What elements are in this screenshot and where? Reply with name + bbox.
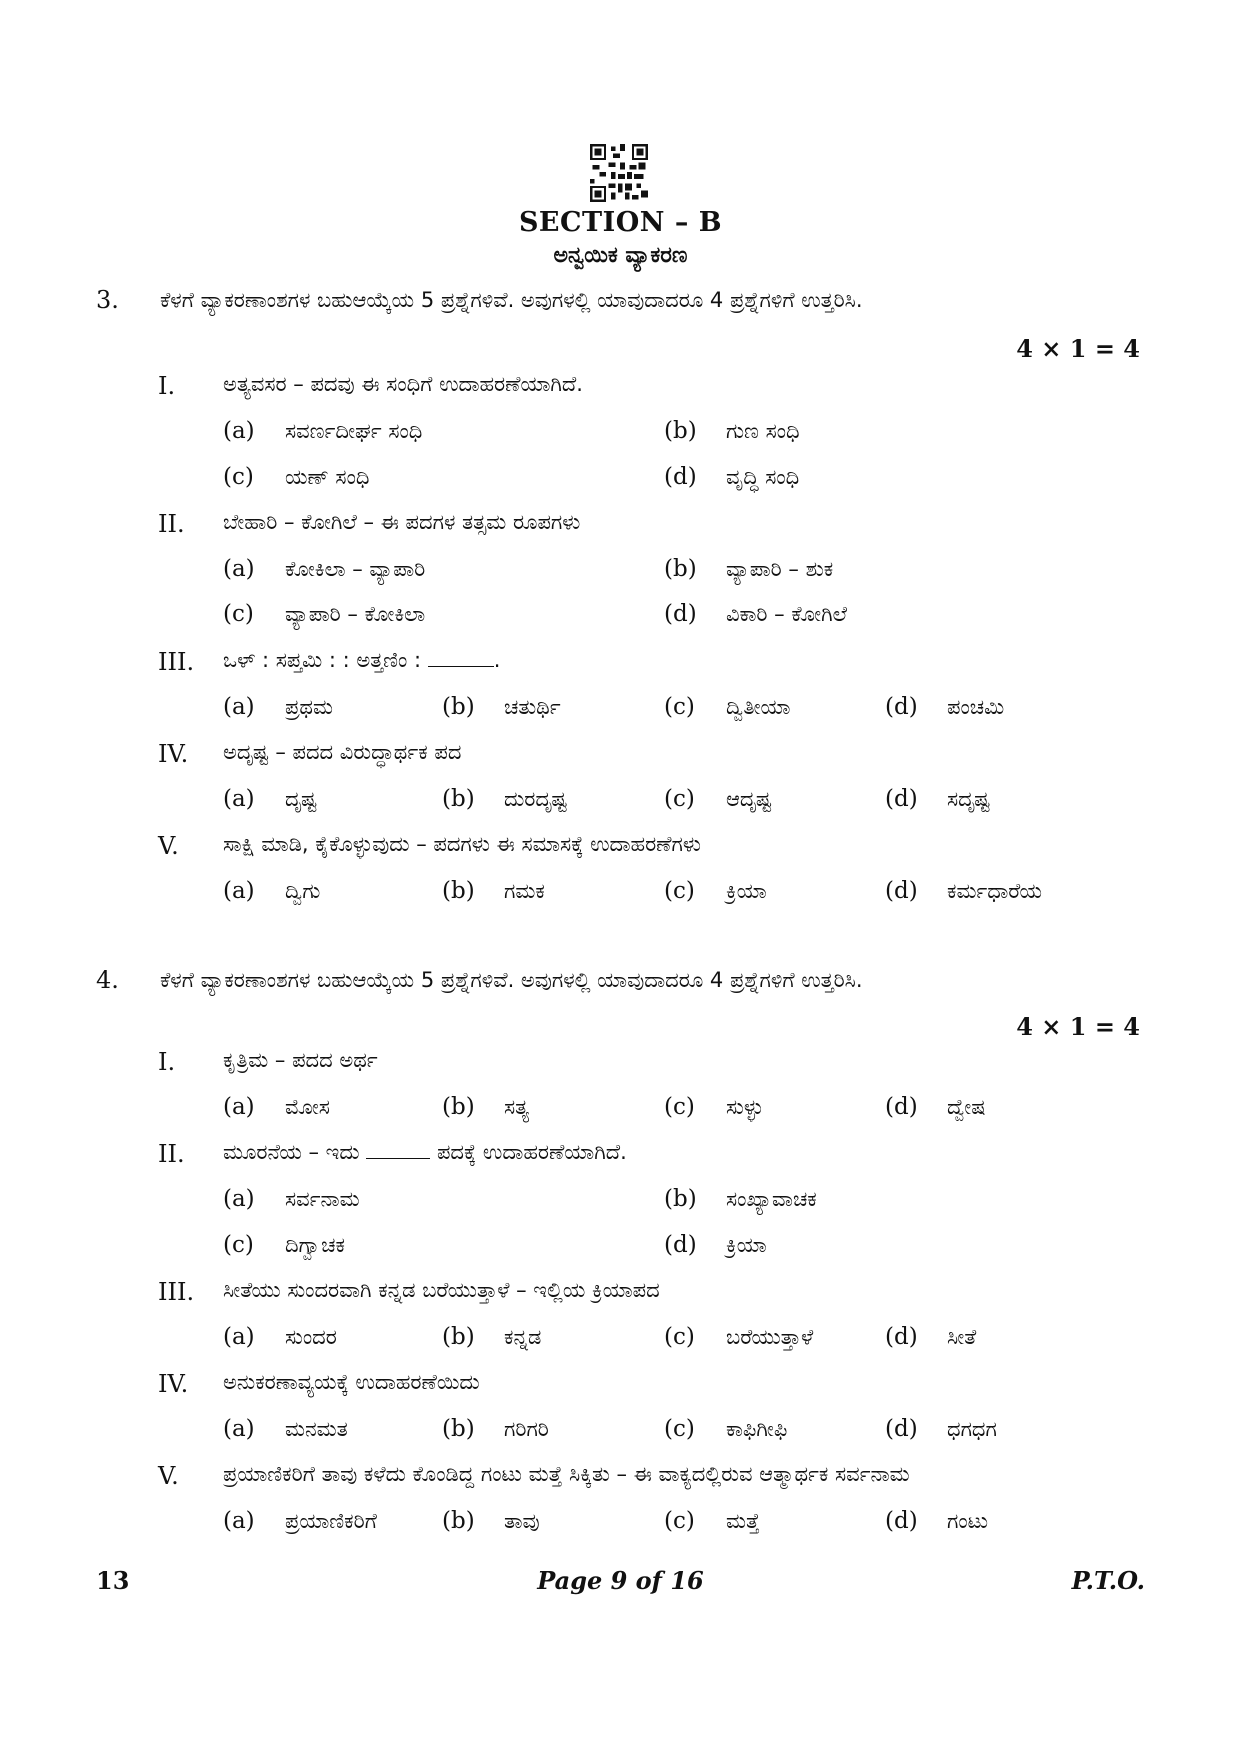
subquestion-number: IV. [158, 1370, 189, 1398]
option-label: (d) [664, 464, 697, 490]
option-label: (c) [223, 601, 254, 627]
option-a[interactable] [223, 418, 422, 444]
option-b[interactable] [442, 694, 561, 720]
option-label: (d) [885, 1508, 918, 1534]
subquestion-number: V. [158, 1462, 179, 1490]
option-d[interactable] [885, 694, 1004, 720]
option-d[interactable] [664, 464, 799, 490]
option-text: ವಿಕಾರಿ – ಕೋಗಿಲೆ [726, 602, 848, 626]
option-a[interactable] [223, 1324, 337, 1350]
option-label: (b) [442, 1324, 475, 1350]
option-text: ಸರ್ವನಾಮ [285, 1187, 360, 1211]
option-label: (b) [442, 1094, 475, 1120]
option-b[interactable] [664, 556, 833, 582]
subquestion-number: IV. [158, 740, 189, 768]
option-label: (b) [442, 1508, 475, 1534]
option-text: ದ್ವೇಷ [947, 1095, 986, 1119]
option-c[interactable] [664, 1416, 787, 1442]
subquestion-number: I. [158, 1048, 176, 1076]
option-b[interactable] [664, 1186, 817, 1212]
question-instruction: ಕೆಳಗೆ ವ್ಯಾಕರಣಾಂಶಗಳ ಬಹುಆಯ್ಕೆಯ 5 ಪ್ರಶ್ನೆಗಳಿವೆ. ಅವುಗಳಲ್ಲಿ ಯಾವುದಾದರೂ 4 ಪ್ರಶ್ನೆಗಳಿಗೆ ಉತ್ತರಿಸಿ. [160, 968, 863, 992]
subquestion-text: ಕೃತ್ರಿಮ – ಪದದ ಅರ್ಥ [223, 1048, 378, 1072]
option-text: ಮನಮತ [285, 1417, 348, 1441]
option-text: ದ್ವಿತೀಯಾ [726, 695, 791, 719]
option-d[interactable] [664, 1232, 767, 1258]
option-text: ಸುಂದರ [285, 1325, 337, 1349]
option-d[interactable] [885, 878, 1042, 904]
option-text: ದ್ವಿಗು [285, 879, 321, 903]
option-label: (a) [223, 1416, 255, 1442]
option-text: ಪ್ರಯಾಣಿಕರಿಗೆ [285, 1509, 377, 1533]
subquestion-text-before: ಮೂರನೆಯ – ಇದು [223, 1140, 360, 1164]
option-label: (d) [885, 786, 918, 812]
option-label: (a) [223, 878, 255, 904]
option-text: ದಿಗ್ವಾಚಕ [285, 1233, 345, 1257]
option-label: (b) [442, 786, 475, 812]
option-label: (b) [664, 556, 697, 582]
option-text: ಪಂಚಮಿ [947, 695, 1005, 719]
option-d[interactable] [885, 1324, 976, 1350]
question-marks: 4 × 1 = 4 [1016, 1012, 1140, 1041]
subquestion-number: V. [158, 832, 179, 860]
option-label: (a) [223, 556, 255, 582]
option-text: ಕಾಫಿಗೀಫಿ [726, 1417, 788, 1441]
option-label: (a) [223, 786, 255, 812]
option-label: (a) [223, 694, 255, 720]
option-text: ದೃಷ್ಟ [285, 787, 317, 811]
option-text: ಸತ್ಯ [504, 1095, 530, 1119]
option-text: ಯಣ್ ಸಂಧಿ [285, 465, 370, 489]
subquestion-number: I. [158, 372, 176, 400]
option-a[interactable] [223, 1186, 360, 1212]
option-label: (d) [664, 601, 697, 627]
option-text: ಗುಣ ಸಂಧಿ [726, 419, 800, 443]
question-marks: 4 × 1 = 4 [1016, 334, 1140, 363]
question-number: 3. [96, 286, 119, 314]
option-text: ಸವರ್ಣದೀರ್ಘ ಸಂಧಿ [285, 419, 423, 443]
subquestion-text: ಒಳ್ : ಸಪ್ತಮಿ : : ಅತ್ತಣಿಂ : [223, 648, 422, 672]
option-b[interactable] [442, 1094, 529, 1120]
option-label: (c) [664, 878, 695, 904]
option-b[interactable] [442, 1324, 541, 1350]
option-label: (d) [664, 1232, 697, 1258]
option-b[interactable] [442, 786, 567, 812]
section-subtitle: ಅನ್ವಯಿಕ ವ್ಯಾಕರಣ [553, 243, 688, 268]
option-text: ಸದೃಷ್ಟ [947, 787, 990, 811]
subquestion-text: ಸೀತೆಯು ಸುಂದರವಾಗಿ ಕನ್ನಡ ಬರೆಯುತ್ತಾಳೆ – ಇಲ್ಲಿಯ ಕ್ರಿಯಾಪದ [223, 1278, 660, 1302]
option-b[interactable] [442, 878, 545, 904]
subquestion-text: ಅತ್ಯವಸರ – ಪದವು ಈ ಸಂಧಿಗೆ ಉದಾಹರಣೆಯಾಗಿದೆ. [223, 372, 583, 396]
option-text: ಕರ್ಮಧಾರೆಯ [947, 879, 1043, 903]
option-text: ಕನ್ನಡ [504, 1325, 542, 1349]
option-label: (a) [223, 1324, 255, 1350]
option-label: (c) [664, 1324, 695, 1350]
page-number: Page 9 of 16 [537, 1566, 704, 1595]
option-c[interactable] [664, 878, 767, 904]
question-instruction: ಕೆಳಗೆ ವ್ಯಾಕರಣಾಂಶಗಳ ಬಹುಆಯ್ಕೆಯ 5 ಪ್ರಶ್ನೆಗಳಿವೆ. ಅವುಗಳಲ್ಲಿ ಯಾವುದಾದರೂ 4 ಪ್ರಶ್ನೆಗಳಿಗೆ ಉತ್ತರಿಸಿ. [160, 288, 863, 312]
question-number: 4. [96, 966, 119, 994]
option-d[interactable] [885, 1416, 997, 1442]
option-text: ಸಂಖ್ಯಾವಾಚಕ [726, 1187, 817, 1211]
option-c[interactable] [223, 601, 425, 627]
option-text: ಕೋಕಿಲಾ – ವ್ಯಾಪಾರಿ [285, 557, 426, 581]
option-label: (d) [885, 1416, 918, 1442]
option-label: (c) [664, 694, 695, 720]
subquestion-text: ಸಾಕ್ಷಿ ಮಾಡಿ, ಕೈಕೊಳ್ಳುವುದು – ಪದಗಳು ಈ ಸಮಾಸಕ್ಕೆ ಉದಾಹರಣೆಗಳು [223, 832, 701, 856]
option-label: (a) [223, 1094, 255, 1120]
option-c[interactable] [664, 694, 790, 720]
subquestion-number: III. [158, 1278, 195, 1306]
subquestion-text: ಪ್ರಯಾಣಿಕರಿಗೆ ತಾವು ಕಳೆದು ಕೊಂಡಿದ್ದ ಗಂಟು ಮತ್ತೆ ಸಿಕ್ಕಿತು – ಈ ವಾಕ್ಯದಲ್ಲಿರುವ ಆತ್ಮಾರ್ಥಕ ಸರ್ವನಾಮ [223, 1462, 910, 1486]
option-c[interactable] [664, 1094, 763, 1120]
subquestion-line [223, 1140, 627, 1165]
option-text: ಗರಿಗರಿ [504, 1417, 549, 1441]
subquestion-text: ಅದೃಷ್ಟ – ಪದದ ವಿರುದ್ಧಾರ್ಥಕ ಪದ [223, 740, 462, 764]
subquestion-number: III. [158, 648, 195, 676]
option-text: ವೃದ್ಧಿ ಸಂಧಿ [726, 465, 800, 489]
option-a[interactable] [223, 1416, 348, 1442]
option-d[interactable] [885, 1094, 986, 1120]
option-label: (a) [223, 418, 255, 444]
option-text: ಸುಳ್ಳು [726, 1095, 764, 1119]
subquestion-line: ಒಳ್ : ಸಪ್ತಮಿ : : ಅತ್ತಣಿಂ : . [223, 648, 501, 672]
paper-code: 13 [96, 1566, 130, 1595]
option-text: ಗಮಕ [504, 879, 545, 903]
option-c[interactable] [664, 1508, 760, 1534]
option-text: ಆದೃಷ್ಟ [726, 787, 772, 811]
option-label: (c) [664, 1508, 695, 1534]
option-c[interactable] [223, 1232, 345, 1258]
option-d[interactable] [885, 786, 990, 812]
option-text: ಬರೆಯುತ್ತಾಳೆ [726, 1325, 814, 1349]
option-label: (b) [442, 878, 475, 904]
option-text: ಪ್ರಥಮ [285, 695, 333, 719]
qr-code-icon [590, 144, 648, 202]
option-d[interactable] [885, 1508, 988, 1534]
option-c[interactable] [664, 1324, 813, 1350]
option-text: ವ್ಯಾಪಾರಿ – ಶುಕ [726, 557, 834, 581]
option-text: ಸೀತೆ [947, 1325, 977, 1349]
option-text: ಕ್ರಿಯಾ [726, 1233, 767, 1257]
option-d[interactable] [664, 601, 847, 627]
option-label: (b) [442, 1416, 475, 1442]
option-label: (d) [885, 1094, 918, 1120]
subquestion-number: II. [158, 510, 185, 538]
subquestion-text: ಅನುಕರಣಾವ್ಯಯಕ್ಕೆ ಉದಾಹರಣೆಯಿದು [223, 1370, 480, 1394]
option-label: (d) [885, 1324, 918, 1350]
option-text: ಗಂಟು [947, 1509, 989, 1533]
subquestion-text-after: ಪದಕ್ಕೆ ಉದಾಹರಣೆಯಾಗಿದೆ. [436, 1140, 627, 1164]
option-a[interactable] [223, 786, 317, 812]
option-text: ದುರದೃಷ್ಟ [504, 787, 568, 811]
option-label: (c) [223, 1232, 254, 1258]
option-text: ಕ್ರಿಯಾ [726, 879, 767, 903]
option-c[interactable] [223, 464, 369, 490]
option-a[interactable] [223, 1094, 330, 1120]
please-turn-over: P.T.O. [1071, 1566, 1145, 1595]
option-label: (c) [223, 464, 254, 490]
option-label: (d) [885, 878, 918, 904]
option-label: (a) [223, 1186, 255, 1212]
option-b[interactable] [442, 1508, 540, 1534]
option-text: ತಾವು [504, 1509, 540, 1533]
option-text: ಚತುರ್ಥಿ [504, 695, 561, 719]
option-a[interactable] [223, 1508, 377, 1534]
option-label: (c) [664, 1094, 695, 1120]
option-text: ವ್ಯಾಪಾರಿ – ಕೋಕಿಲಾ [285, 602, 426, 626]
option-b[interactable] [442, 1416, 549, 1442]
option-a[interactable] [223, 556, 425, 582]
option-a[interactable] [223, 878, 320, 904]
option-a[interactable] [223, 694, 333, 720]
option-label: (b) [664, 418, 697, 444]
answer-blank [428, 665, 494, 667]
option-label: (b) [664, 1186, 697, 1212]
option-label: (a) [223, 1508, 255, 1534]
option-text: ಮೋಸ [285, 1095, 330, 1119]
option-text: ಮತ್ತೆ [726, 1509, 760, 1533]
section-title: SECTION – B [518, 207, 723, 238]
option-label: (d) [885, 694, 918, 720]
subquestion-number: II. [158, 1140, 185, 1168]
option-c[interactable] [664, 786, 772, 812]
option-label: (b) [442, 694, 475, 720]
option-label: (c) [664, 1416, 695, 1442]
option-label: (c) [664, 786, 695, 812]
subquestion-text: ಬೇಹಾರಿ – ಕೋಗಿಲೆ – ಈ ಪದಗಳ ತತ್ಸಮ ರೂಪಗಳು [223, 510, 581, 534]
option-text: ಧಗಧಗ [947, 1417, 997, 1441]
answer-blank [366, 1157, 430, 1159]
option-b[interactable] [664, 418, 800, 444]
